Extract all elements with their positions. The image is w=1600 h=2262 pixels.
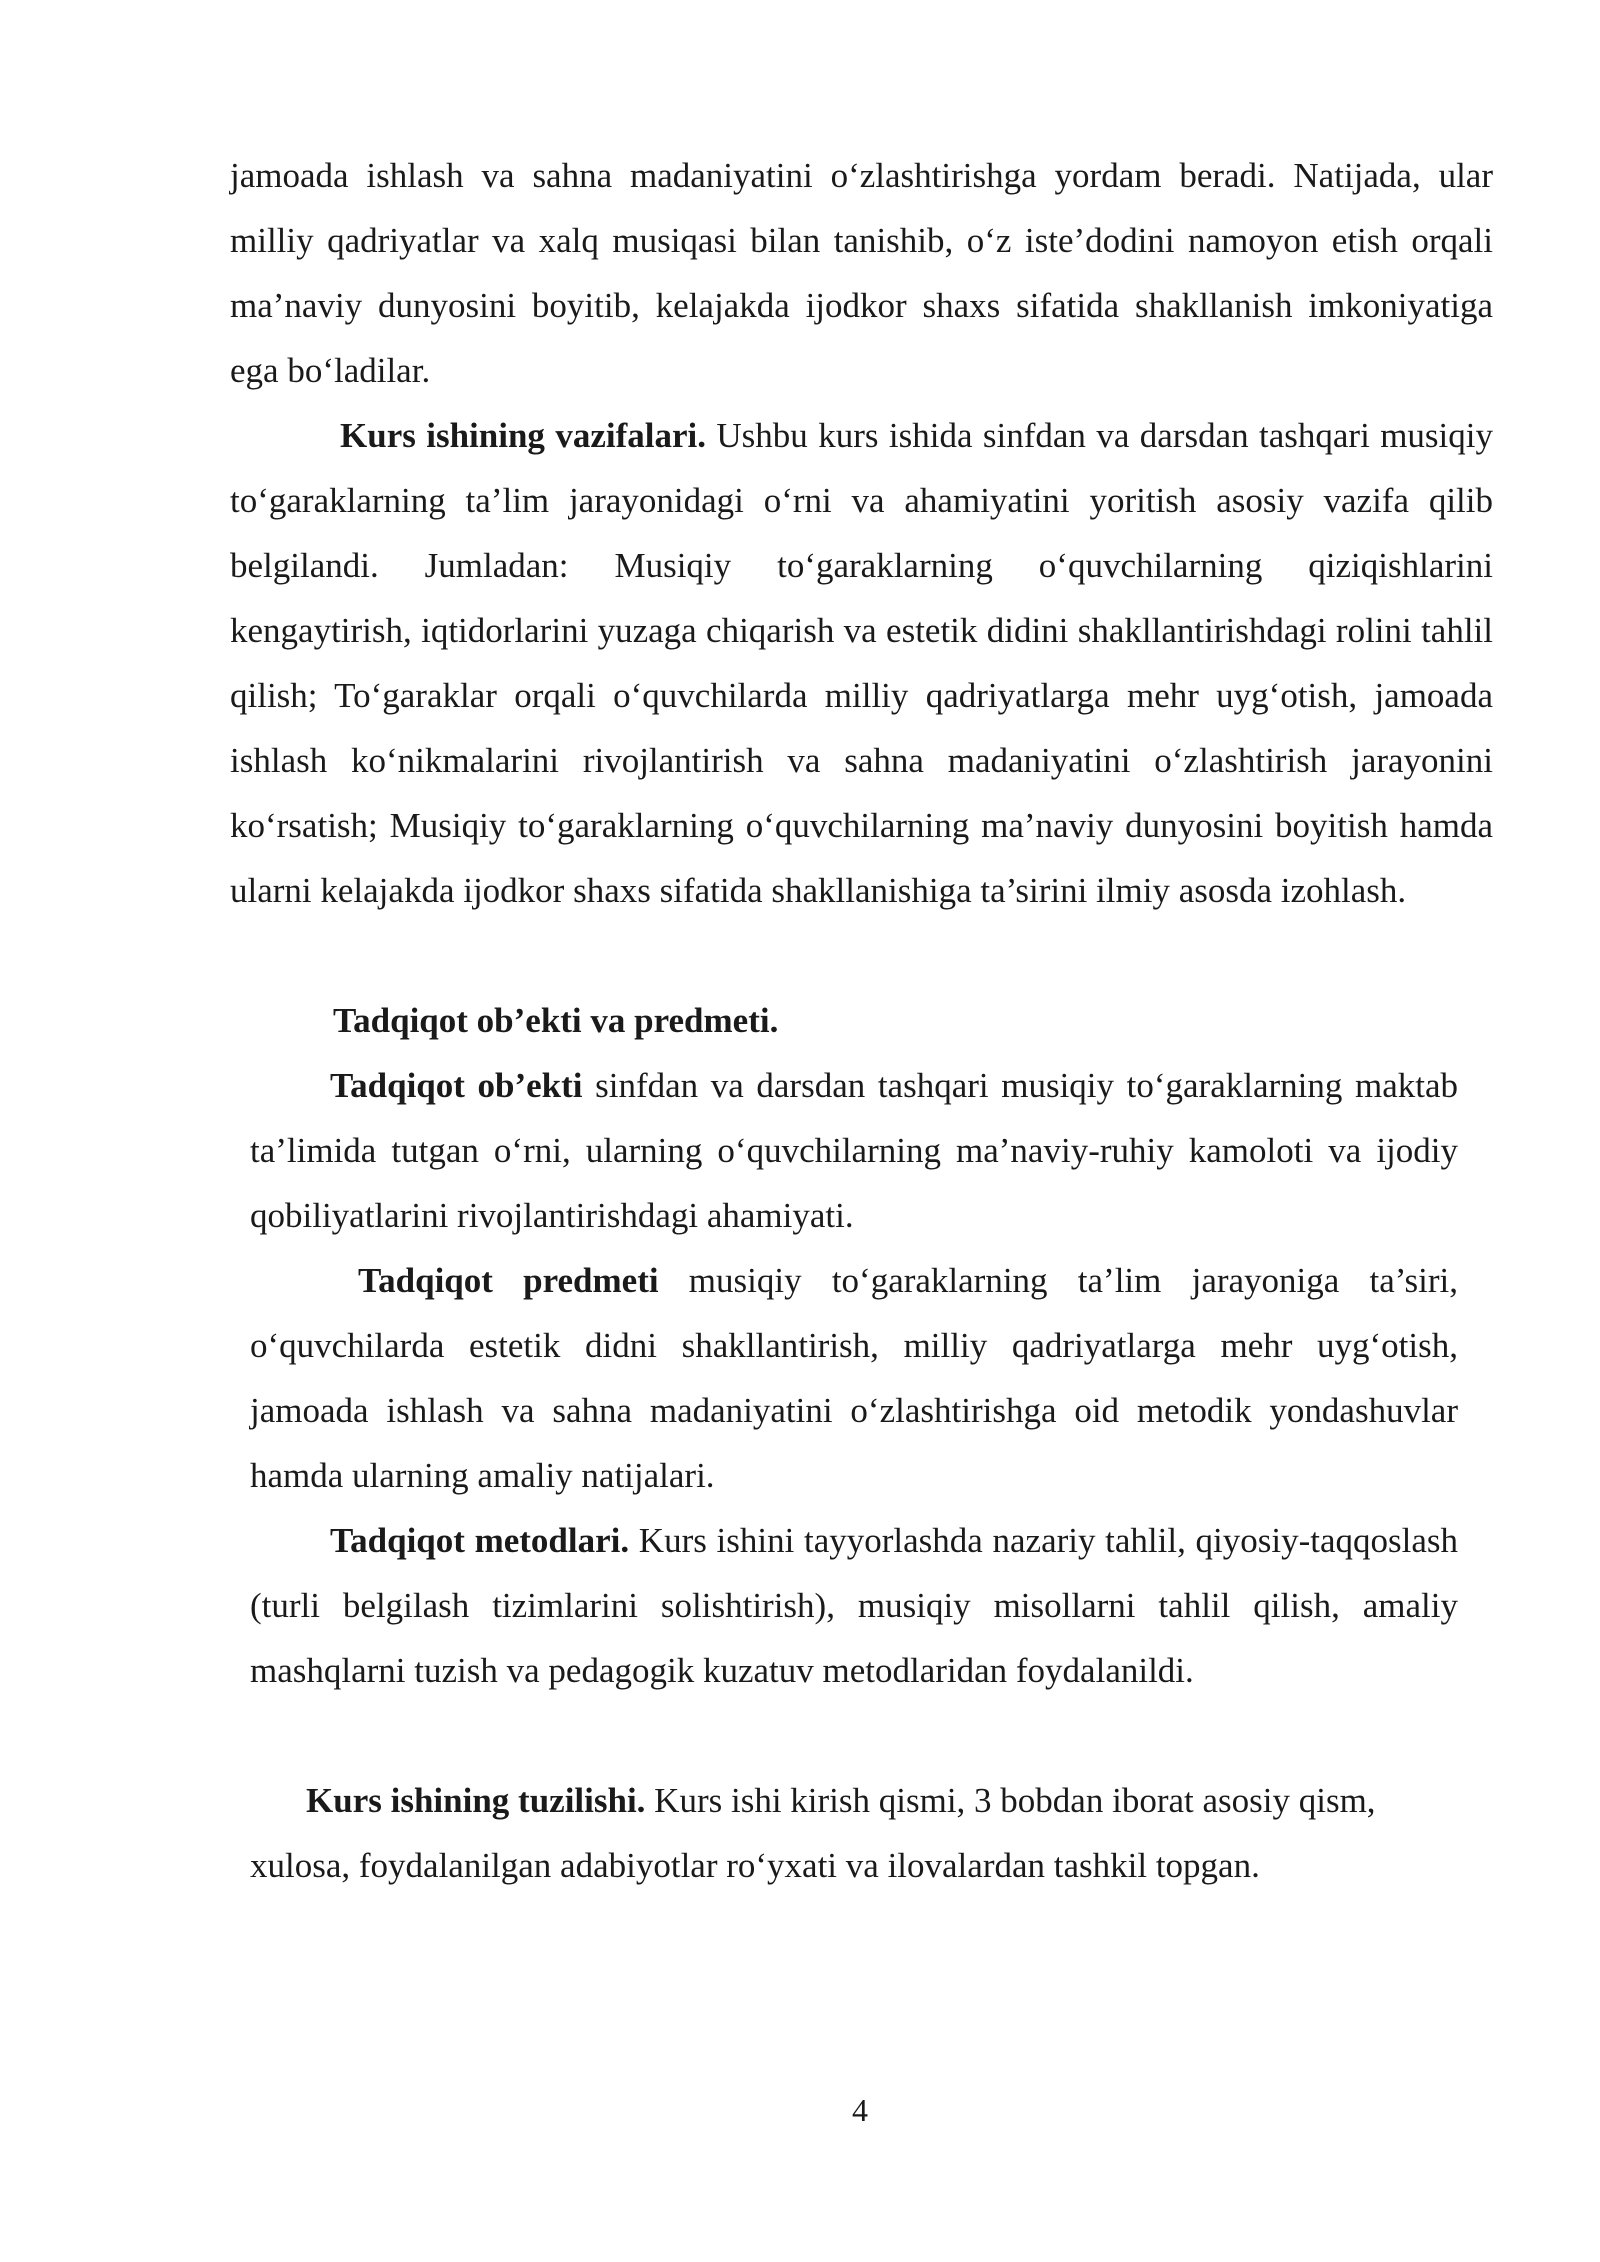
object-paragraph bbox=[250, 1053, 1458, 1248]
structure-heading: Kurs ishining tuzilishi. bbox=[306, 1781, 646, 1820]
subject-text: musiqiy to‘garaklarning ta’lim jarayoniga ta’siri, o‘quvchilarda estetik didni shakllantirish, milliy qadriyatlarga mehr uyg‘otish, jamoada ishlash va sahna madaniyatini o‘zlashtirishga oid metodik yondashuvlar hamda ularning amaliy natijalari. bbox=[250, 1261, 1458, 1495]
structure-text: Kurs ishi kirish qismi, 3 bobdan iborat asosiy qism, xulosa, foydalanilgan adabiyotlar ro‘yxati va ilovalardan tashkil topgan. bbox=[250, 1781, 1376, 1885]
object-heading: Tadqiqot ob’ekti bbox=[330, 1066, 583, 1105]
tasks-paragraph bbox=[230, 403, 1493, 923]
intro-continuation-paragraph bbox=[230, 143, 1493, 403]
methods-heading: Tadqiqot metodlari. bbox=[330, 1521, 630, 1560]
tasks-text: Ushbu kurs ishida sinfdan va darsdan tashqari musiqiy to‘garaklarning ta’lim jarayonidagi o‘rni va ahamiyatini yoritish asosiy vazifa qilib belgilandi. Jumladan: Musiqiy to‘garaklarning o‘quvchilarning qiziqishlarini kengaytirish, iqtidorlarini yuzaga chiqarish va estetik didini shakllantirishdagi rolini tahlil qilish; To‘garaklar orqali o‘quvchilarda milliy qadriyatlarga mehr uyg‘otish, jamoada ishlash ko‘nikmalarini rivojlantirish va sahna madaniyatini o‘zlashtirish jarayonini ko‘rsatish; Musiqiy to‘garaklarning o‘quvchilarning ma’naviy dunyosini boyitish hamda ularni kelajakda ijodkor shaxs sifatida shakllanishiga ta’sirini ilmiy asosda izohlash. bbox=[230, 416, 1494, 910]
methods-text: Kurs ishini tayyorlashda nazariy tahlil, qiyosiy-taqqoslash (turli belgilash tizimlarini solishtirish), musiqiy misollarni tahlil qilish, amaliy mashqlarni tuzish va pedagogik kuzatuv metodlaridan foydalanildi. bbox=[250, 1521, 1458, 1690]
methods-paragraph bbox=[250, 1508, 1458, 1703]
intro-continuation-text: jamoada ishlash va sahna madaniyatini o‘zlashtirishga yordam beradi. Natijada, ular milliy qadriyatlar va xalq musiqasi bilan tanishib, o‘z iste’dodini namoyon etish orqali ma’naviy dunyosini boyitib, kelajakda ijodkor shaxs sifatida shakllanish imkoniyatiga ega bo‘ladilar. bbox=[230, 156, 1493, 390]
object-subject-heading bbox=[333, 988, 1233, 1053]
structure-paragraph bbox=[250, 1768, 1458, 1898]
subject-paragraph bbox=[250, 1248, 1458, 1508]
subject-heading: Tadqiqot predmeti bbox=[358, 1261, 659, 1300]
object-text: sinfdan va darsdan tashqari musiqiy to‘garaklarning maktab ta’limida tutgan o‘rni, ularning o‘quvchilarning ma’naviy-ruhiy kamoloti va ijodiy qobiliyatlarini rivojlantirishdagi ahamiyati. bbox=[250, 1066, 1458, 1235]
page-number: 4 bbox=[852, 2092, 868, 2128]
object-subject-heading-text: Tadqiqot ob’ekti va predmeti. bbox=[333, 1001, 779, 1040]
tasks-heading: Kurs ishining vazifalari. bbox=[340, 416, 706, 455]
